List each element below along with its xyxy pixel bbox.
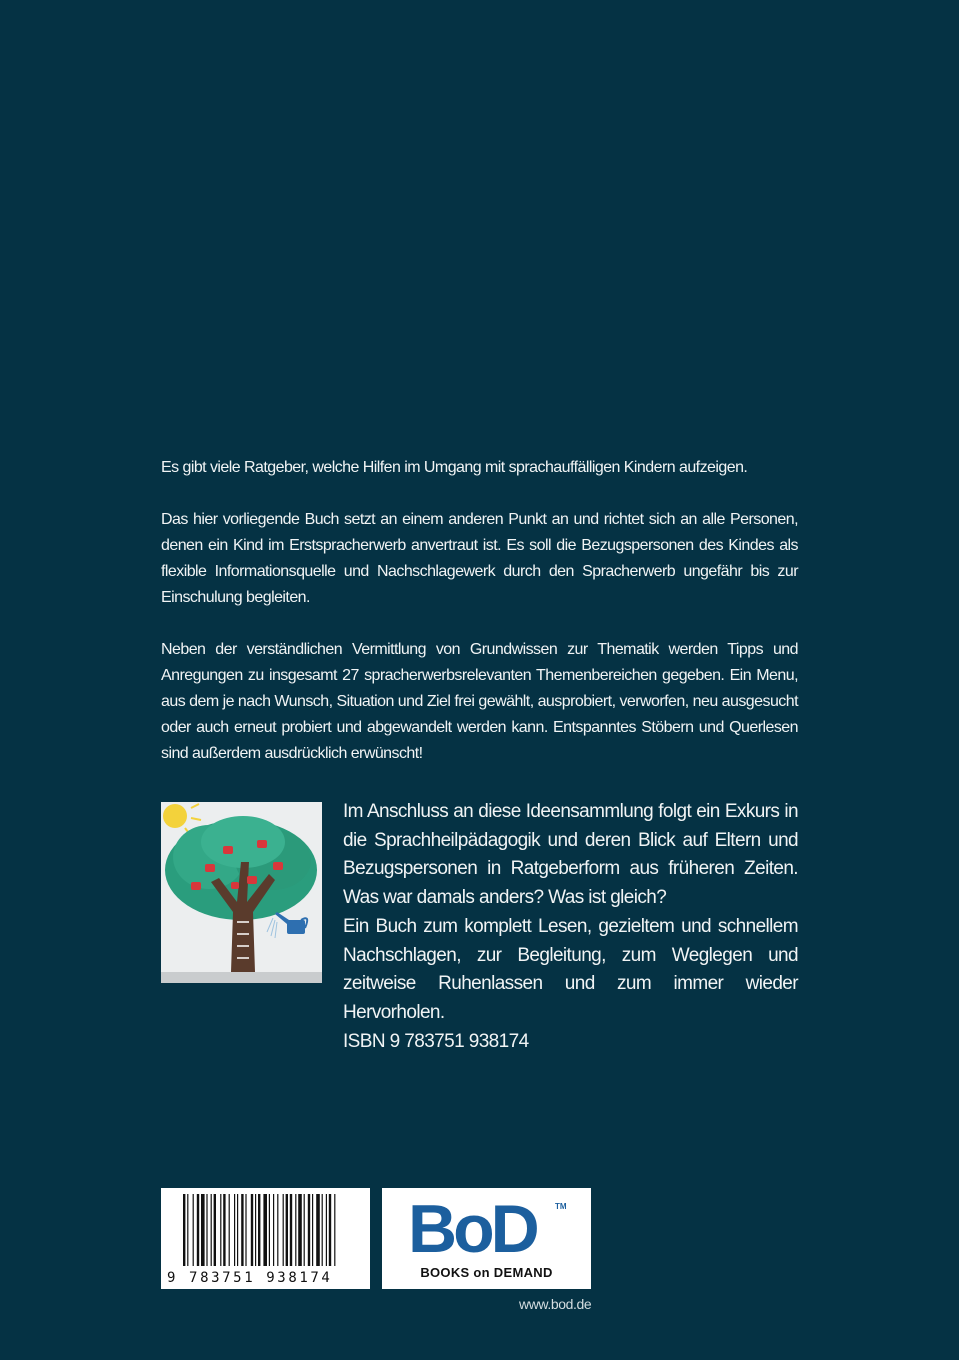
barcode-digits: 9 783751 938174 (167, 1270, 333, 1286)
tree-drawing-icon (161, 802, 322, 983)
right-paragraph-2: Ein Buch zum komplett Lesen, gezieltem und schnellem Nachschlagen, zur Begleitung, zum Weglegen und zeitweise Ruhenlassen und zum immer wieder Hervorholen. (343, 915, 798, 1023)
publisher-tagline: BOOKS on DEMAND (420, 1265, 553, 1280)
publisher-logo (382, 1188, 591, 1289)
right-paragraph-1: Im Anschluss an diese Ideensammlung folgt ein Exkurs in die Sprachheilpädagogik und deren Blick auf Eltern und Bezugspersonen in Ratgeberform aus früheren Zeiten. Was war damals anders? Was ist gleich? (343, 801, 798, 909)
tree-illustration (161, 802, 322, 983)
blurb-paragraph-1: Es gibt viele Ratgeber, welche Hilfen im Umgang mit sprachauffälligen Kindern aufzeigen. (161, 459, 748, 476)
trademark-symbol: TM (555, 1202, 567, 1211)
isbn-text: ISBN 9 783751 938174 (343, 1030, 529, 1052)
publisher-website: www.bod.de (519, 1296, 592, 1312)
barcode (161, 1188, 370, 1289)
blurb-paragraph-3: Neben der verständlichen Vermittlung von Grundwissen zur Thematik werden Tipps und Anregungen zu insgesamt 27 spracherwerbsrelevanten Themenbereichen gegeben. Ein Menu, aus dem je nach Wunsch, Situation und Ziel frei gewählt, ausprobiert, verworfen, neu ausgesucht oder auch erneut probiert und abgewandelt werden kann. Entspanntes Stöbern und Querlesen sind außerdem ausdrücklich erwünscht! (161, 641, 798, 762)
right-column-text (343, 798, 798, 1056)
bod-logo-mark: BoD (408, 1191, 536, 1267)
back-cover-blurb (161, 455, 798, 793)
blurb-paragraph-2: Das hier vorliegende Buch setzt an einem anderen Punkt an und richtet sich an alle Personen, denen ein Kind im Erstspracherwerb anvertraut ist. Es soll die Bezugspersonen des Kindes als flexible Informationsquelle und Nachschlagewerk durch den Spracherwerb ungefähr bis zur Einschulung begleiten. (161, 511, 798, 606)
